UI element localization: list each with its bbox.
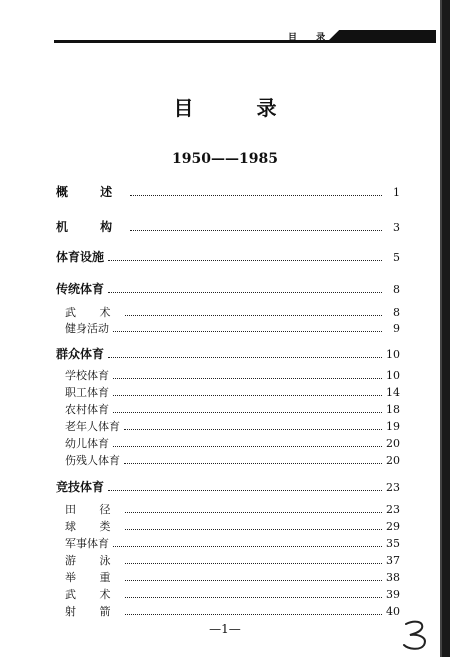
toc-entry-page: 3 — [393, 221, 400, 234]
running-title: 目 录 — [288, 33, 334, 43]
toc-entry — [56, 419, 400, 435]
toc-leader-dots — [130, 185, 382, 196]
toc-entry-page: 8 — [393, 306, 400, 319]
toc-entry-page: 10 — [386, 348, 400, 361]
toc-entry-page: 40 — [386, 605, 400, 618]
period-subtitle: 1950——1985 — [172, 151, 278, 167]
toc-entry-label: 射 箭 — [65, 605, 121, 618]
toc-entry — [56, 346, 400, 362]
header-tab — [326, 30, 436, 43]
toc-entry-page: 38 — [386, 571, 400, 584]
toc-entry-label: 职工体育 — [65, 386, 109, 399]
toc-entry — [56, 436, 400, 452]
toc-entry-label: 武 术 — [65, 588, 121, 601]
toc-entry-label: 农村体育 — [65, 403, 109, 416]
toc-leader-dots — [108, 347, 382, 358]
toc-entry — [56, 570, 400, 586]
toc-entry-page: 35 — [386, 537, 400, 550]
toc-entry — [56, 519, 400, 535]
page-title: 目 录 — [173, 96, 305, 120]
toc-leader-dots — [130, 220, 382, 231]
toc-leader-dots — [108, 250, 382, 261]
toc-leader-dots — [125, 502, 383, 513]
toc-entry-label: 举 重 — [65, 571, 121, 584]
toc-leader-dots — [125, 604, 383, 615]
toc-entry-page: 37 — [386, 554, 400, 567]
toc-entry-page: 14 — [386, 386, 400, 399]
handwritten-mark — [398, 618, 434, 652]
toc-leader-dots — [125, 305, 383, 316]
toc-entry-page: 19 — [386, 420, 400, 433]
toc-entry — [56, 604, 400, 620]
toc-leader-dots — [125, 553, 383, 564]
toc-entry — [56, 502, 400, 518]
toc-entry — [56, 281, 400, 297]
toc-leader-dots — [124, 419, 382, 430]
toc-entry-label: 概 述 — [56, 185, 127, 199]
toc-entry — [56, 402, 400, 418]
toc-leader-dots — [125, 570, 383, 581]
toc-entry-label: 群众体育 — [56, 347, 105, 361]
toc-entry-label: 游 泳 — [65, 554, 121, 567]
toc-entry-label: 伤残人体育 — [65, 454, 120, 467]
toc-leader-dots — [125, 587, 383, 598]
toc-entry-page: 5 — [393, 251, 400, 264]
toc-entry-label: 球 类 — [65, 520, 121, 533]
toc-entry — [56, 479, 400, 495]
toc-leader-dots — [108, 282, 382, 293]
toc-entry-label: 学校体育 — [65, 369, 109, 382]
toc-entry — [56, 587, 400, 603]
toc-entry-page: 23 — [386, 481, 400, 494]
toc-entry-label: 竞技体育 — [56, 480, 105, 494]
toc-leader-dots — [113, 321, 382, 332]
toc-entry — [56, 453, 400, 469]
toc-entry-page: 29 — [386, 520, 400, 533]
toc-entry — [56, 249, 400, 265]
toc-entry — [56, 368, 400, 384]
toc-entry-label: 老年人体育 — [65, 420, 120, 433]
toc-entry-page: 8 — [393, 283, 400, 296]
toc-entry-label: 军事体育 — [65, 537, 109, 550]
toc-entry-page: 23 — [386, 503, 400, 516]
toc-entry-label: 武 术 — [65, 306, 121, 319]
toc-entry — [56, 536, 400, 552]
toc-entry-page: 39 — [386, 588, 400, 601]
toc-leader-dots — [113, 402, 382, 413]
toc-leader-dots — [124, 453, 382, 464]
toc-leader-dots — [113, 368, 382, 379]
toc-entry-label: 健身活动 — [65, 322, 109, 335]
toc-entry — [56, 321, 400, 337]
toc-entry-label: 传统体育 — [56, 282, 105, 296]
toc-entry — [56, 553, 400, 569]
toc-entry-label: 体育设施 — [56, 250, 105, 264]
toc-entry-page: 10 — [386, 369, 400, 382]
toc-entry-page: 20 — [386, 454, 400, 467]
toc-entry-page: 18 — [386, 403, 400, 416]
toc-entry — [56, 184, 400, 200]
toc-entry-label: 机 构 — [56, 220, 127, 234]
toc-entry-label: 田 径 — [65, 503, 121, 516]
toc-entry — [56, 385, 400, 401]
toc-entry-page: 1 — [393, 186, 400, 199]
toc-leader-dots — [108, 480, 382, 491]
toc-entry-page: 20 — [386, 437, 400, 450]
toc-leader-dots — [113, 536, 382, 547]
toc-leader-dots — [125, 519, 383, 530]
toc-entry — [56, 305, 400, 321]
toc-entry-page: 9 — [393, 322, 400, 335]
page-number: —1— — [209, 622, 241, 636]
toc-entry — [56, 219, 400, 235]
toc-entry-label: 幼儿体育 — [65, 437, 109, 450]
toc-leader-dots — [113, 385, 382, 396]
toc-leader-dots — [113, 436, 382, 447]
